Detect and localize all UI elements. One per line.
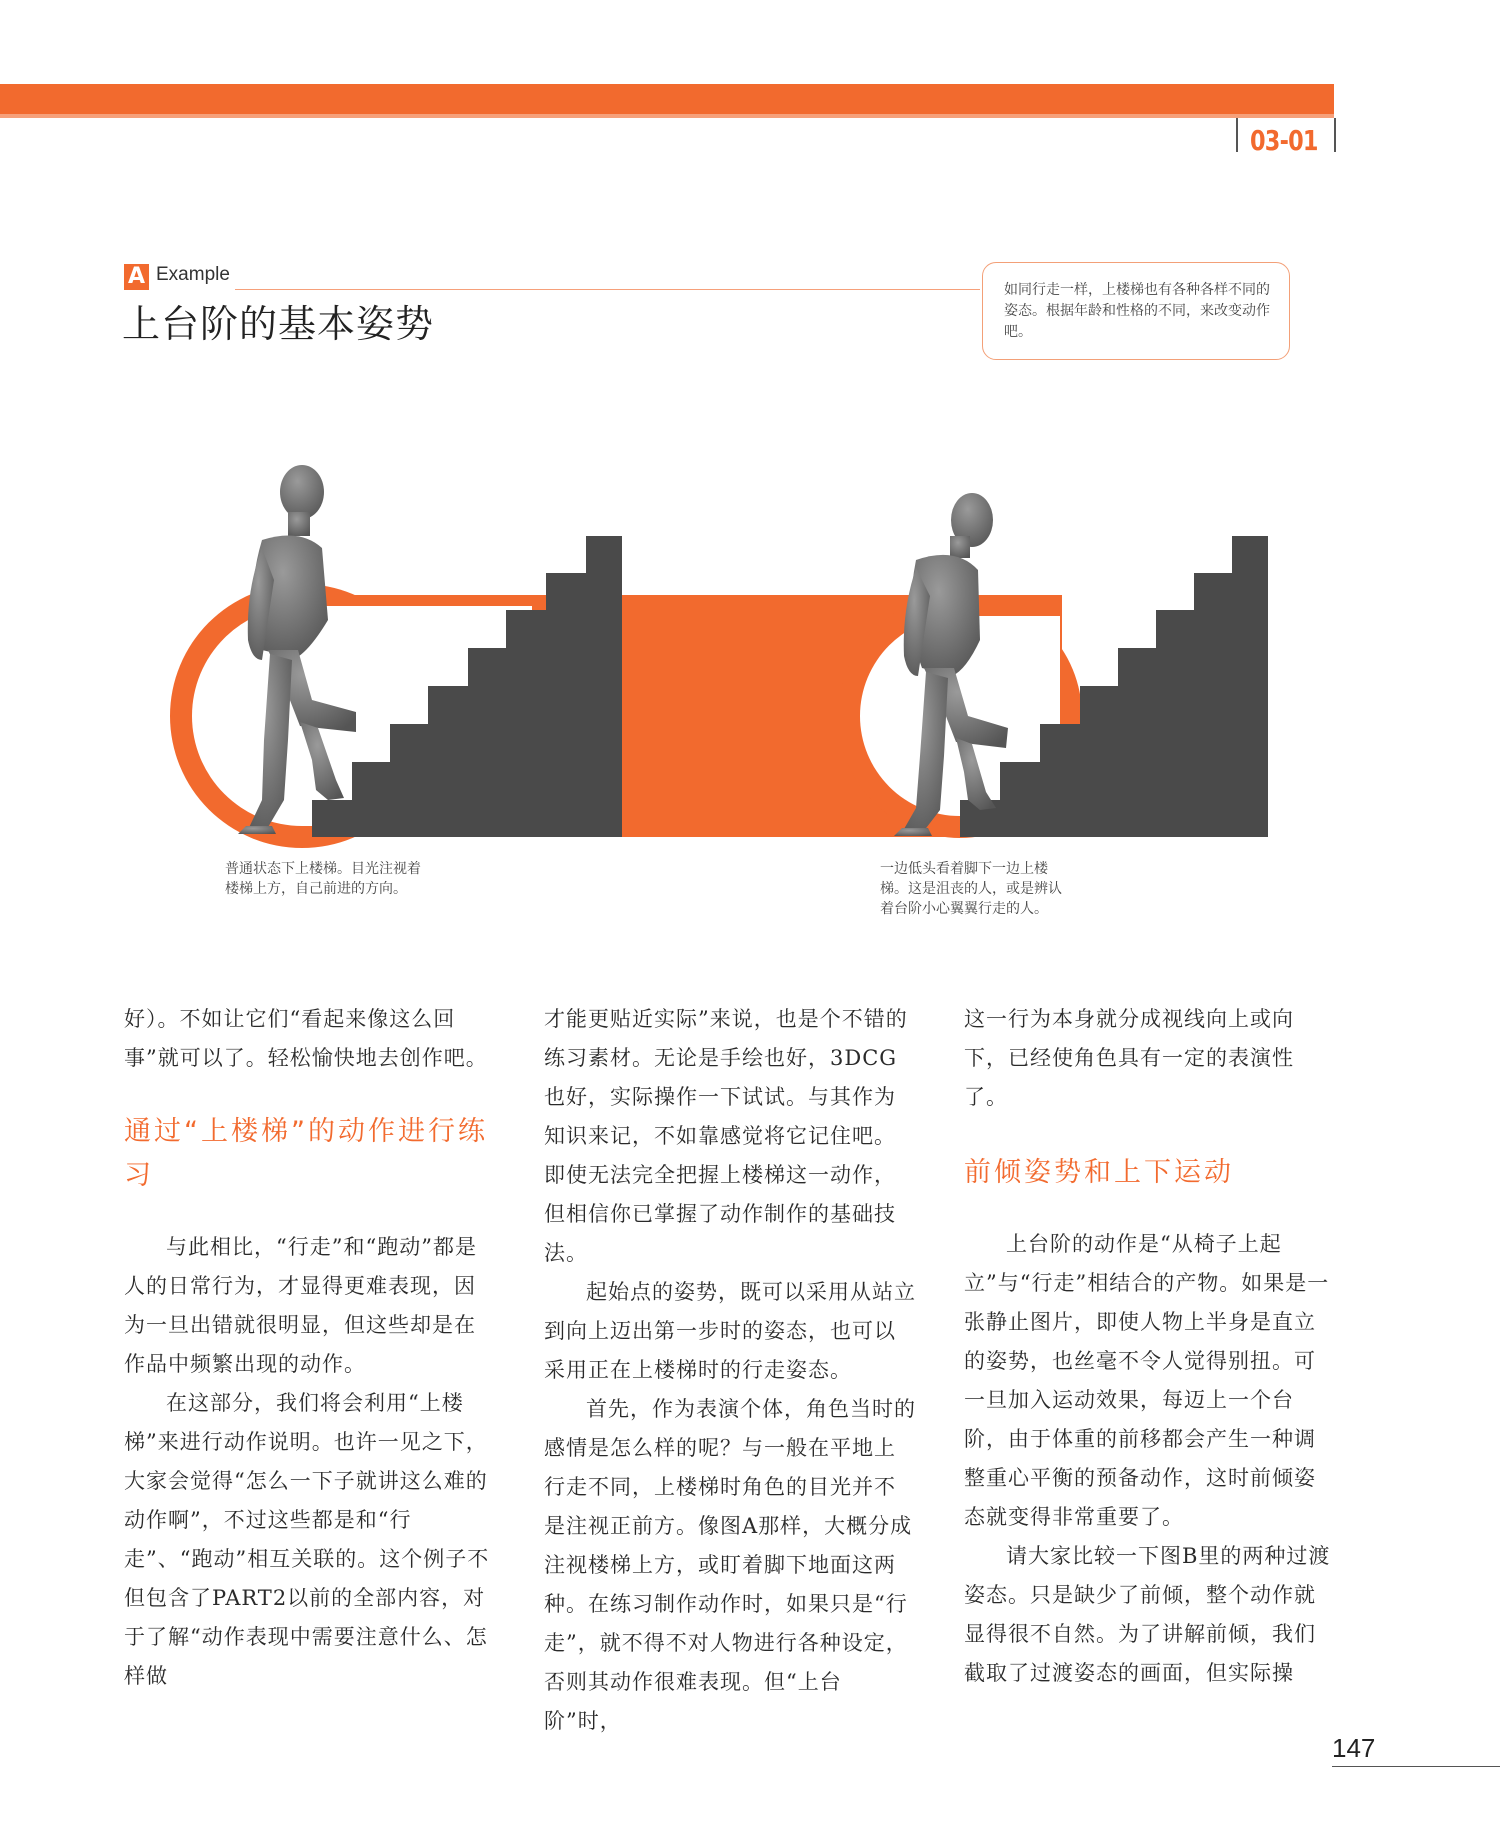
paragraph: 这一行为本身就分成视线向上或向下，已经使角色具有一定的表演性了。 [964,1007,1294,1109]
paragraph: 起始点的姿势，既可以采用从站立到向上迈出第一步时的姿态，也可以采用正在上楼梯时的行走姿态。 [544,1280,916,1382]
text-column-2 [544,1000,916,1741]
page-title: 上台阶的基本姿势 [122,302,435,346]
text-column-3 [964,1000,1336,1693]
example-badge: A [124,264,149,290]
paragraph: 才能更贴近实际”来说，也是个不错的练习素材。无论是手绘也好，3DCG也好，实际操作一下试试。与其作为知识来记，不如靠感觉将它记住吧。即使无法完全把握上楼梯这一动作，但相信你已掌握了动作制作的基础技法。 [544,1007,908,1265]
figure-caption-right: 一边低头看着脚下一边上楼梯。这是沮丧的人，或是辨认着台阶小心翼翼行走的人。 [880,861,1062,917]
paragraph: 与此相比，“行走”和“跑动”都是人的日常行为，才显得更难表现，因为一旦出错就很明显，但这些却是在作品中频繁出现的动作。 [124,1235,477,1376]
text-column-1 [124,1000,496,1696]
paragraph: 上台阶的动作是“从椅子上起立”与“行走”相结合的产物。如果是一张静止图片，即使人物上半身是直立的姿势，也丝毫不令人觉得别扭。可一旦加入运动效果，每迈上一个台阶，由于体重的前移都会产生一种调整重心平衡的预备动作，这时前倾姿态就变得非常重要了。 [964,1232,1330,1529]
stairs-illustration [0,0,1500,860]
section-heading: 前倾姿势和上下运动 [964,1157,1234,1188]
footer-rule [1332,1766,1500,1767]
paragraph: 首先，作为表演个体，角色当时的感情是怎么样的呢？与一般在平地上行走不同，上楼梯时角色的目光并不是注视正前方。像图A那样，大概分成注视楼梯上方，或盯着脚下地面这两种。在练习制作动作时，如果只是“行走”，就不得不对人物进行各种设定，否则其动作很难表现。但“上台阶”时， [544,1397,916,1733]
page-number: 147 [1332,1733,1376,1763]
paragraph: 在这部分，我们将会利用“上楼梯”来进行动作说明。也许一见之下，大家会觉得“怎么一下子就讲这么难的动作啊”，不过这些都是和“行走”、“跑动”相互关联的。这个例子不但包含了PART2以前的全部内容，对于了解“动作表现中需要注意什么、怎样做 [124,1391,490,1688]
example-label: Example [156,264,230,285]
section-number: 03-01 [1250,124,1318,157]
note-text: 如同行走一样，上楼梯也有各种各样不同的姿态。根据年龄和性格的不同，来改变动作吧。 [1004,282,1270,340]
paragraph: 请大家比较一下图B里的两种过渡姿态。只是缺少了前倾，整个动作就显得很不自然。为了讲解前倾，我们截取了过渡姿态的画面，但实际操 [964,1544,1331,1685]
figure-caption-left: 普通状态下上楼梯。目光注视着楼梯上方，自己前进的方向。 [225,861,421,897]
paragraph: 好）。不如让它们“看起来像这么回事”就可以了。轻松愉快地去创作吧。 [124,1007,488,1070]
section-heading: 通过“上楼梯”的动作进行练习 [124,1116,488,1191]
